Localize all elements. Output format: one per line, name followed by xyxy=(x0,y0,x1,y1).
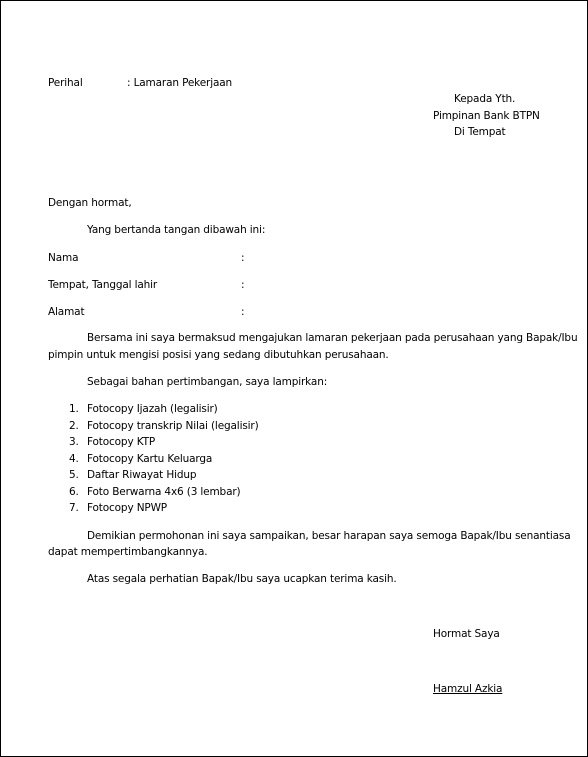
list-item-number: 5. xyxy=(69,469,79,481)
recipient-line-2: Pimpinan Bank BTPN xyxy=(433,110,540,122)
subject-label: Perihal xyxy=(48,77,83,89)
field-label-name: Nama xyxy=(48,252,79,264)
intro-text: Yang bertanda tangan dibawah ini: xyxy=(87,224,266,236)
list-item-number: 7. xyxy=(69,502,79,514)
list-item: Fotocopy Ijazah (legalisir) xyxy=(87,403,218,415)
list-item-number: 4. xyxy=(69,453,79,465)
list-item-number: 1. xyxy=(69,403,79,415)
signer-name: Hamzul Azkia xyxy=(433,683,503,695)
signoff: Hormat Saya xyxy=(433,628,500,640)
field-colon-birth: : xyxy=(241,279,245,291)
field-label-address: Alamat xyxy=(48,306,85,318)
paragraph-2-line-2: dapat mempertimbangkannya. xyxy=(48,546,208,558)
field-colon-name: : xyxy=(241,252,245,264)
closing-thanks: Atas segala perhatian Bapak/Ibu saya ucapkan terima kasih. xyxy=(87,573,397,585)
subject-value: : Lamaran Pekerjaan xyxy=(127,77,233,89)
list-item: Fotocopy transkrip Nilai (legalisir) xyxy=(87,420,259,432)
list-item: Fotocopy Kartu Keluarga xyxy=(87,453,213,465)
list-item: Fotocopy NPWP xyxy=(87,502,167,514)
list-item: Fotocopy KTP xyxy=(87,436,156,448)
attachments-intro: Sebagai bahan pertimbangan, saya lampirkan: xyxy=(87,376,328,388)
paragraph-1-line-2: pimpin untuk mengisi posisi yang sedang dibutuhkan perusahaan. xyxy=(48,349,389,361)
recipient-line-3: Di Tempat xyxy=(454,126,506,138)
list-item-number: 3. xyxy=(69,436,79,448)
greeting: Dengan hormat, xyxy=(48,197,132,209)
paragraph-1-line-1: Bersama ini saya bermaksud mengajukan lamaran pekerjaan pada perusahaan yang Bapak/Ibu xyxy=(87,332,578,344)
list-item-number: 6. xyxy=(69,486,79,498)
list-item: Daftar Riwayat Hidup xyxy=(87,469,197,481)
field-colon-address: : xyxy=(241,306,245,318)
paragraph-2-line-1: Demikian permohonan ini saya sampaikan, besar harapan saya semoga Bapak/Ibu senantiasa xyxy=(87,530,571,542)
field-label-birth: Tempat, Tanggal lahir xyxy=(48,279,158,291)
recipient-line-1: Kepada Yth. xyxy=(454,93,516,105)
list-item-number: 2. xyxy=(69,420,79,432)
list-item: Foto Berwarna 4x6 (3 lembar) xyxy=(87,486,241,498)
